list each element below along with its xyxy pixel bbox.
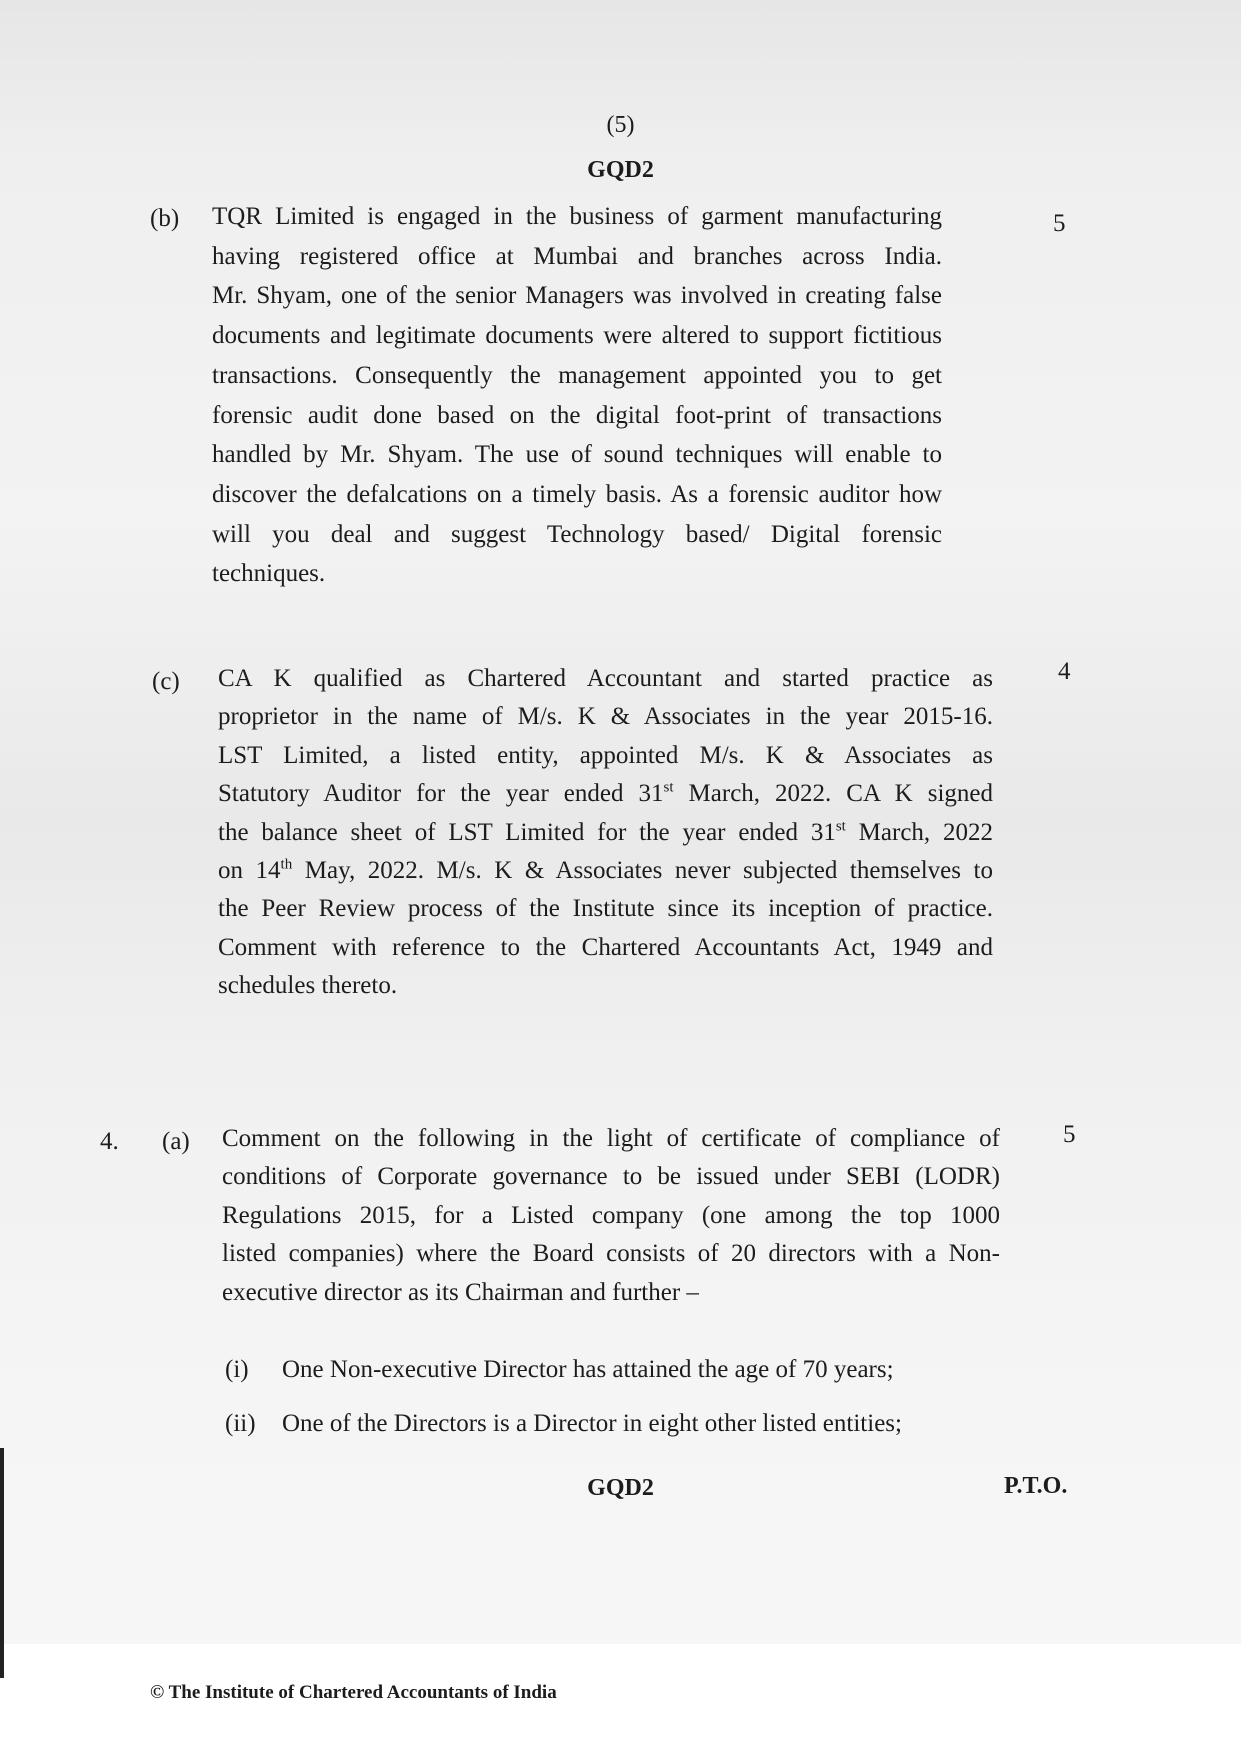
list-item-text: One Non-executive Director has attained the age of 70 years;: [282, 1356, 894, 1383]
list-item: [225, 1410, 902, 1438]
question-4a-marks: 5: [1063, 1121, 1076, 1148]
text-line: LST Limited, a listed entity, appointed M/s. K & Associates as: [218, 741, 993, 769]
text-line: on 14th May, 2022. M/s. K & Associates never subjected themselves to: [218, 856, 993, 885]
list-item-number: (ii): [225, 1410, 256, 1437]
paper-code-header: GQD2: [587, 157, 654, 183]
question-3c-label: (c): [152, 668, 180, 695]
copyright-notice: © The Institute of Chartered Accountants of India: [150, 1682, 557, 1703]
text-line: handled by Mr. Shyam. The use of sound techniques will enable to: [212, 441, 942, 469]
text-line: discover the defalcations on a timely basis. As a forensic auditor how: [212, 480, 942, 508]
text-line: schedules thereto.: [218, 972, 398, 1000]
list-item-text: One of the Directors is a Director in eight other listed entities;: [282, 1410, 902, 1437]
text-line: Comment with reference to the Chartered Accountants Act, 1949 and: [218, 933, 993, 961]
pto-label: P.T.O.: [1004, 1473, 1068, 1499]
list-item: [225, 1356, 894, 1384]
text-line: the Peer Review process of the Institute since its inception of practice.: [218, 895, 993, 923]
text-line: the balance sheet of LST Limited for the year ended 31st March, 2022: [218, 818, 993, 846]
question-3b-label: (b): [150, 205, 180, 232]
question-3c-text: [218, 660, 993, 1006]
text-line: Regulations 2015, for a Listed company (one among the top 1000: [222, 1201, 1000, 1229]
text-line: having registered office at Mumbai and branches across India.: [212, 242, 942, 270]
text-line: executive director as its Chairman and further –: [222, 1278, 699, 1306]
page-number: (5): [606, 112, 635, 138]
text-line: Comment on the following in the light of certificate of compliance of: [222, 1125, 1000, 1152]
question-3c-marks: 4: [1058, 658, 1071, 685]
text-line: Mr. Shyam, one of the senior Managers was involved in creating false: [212, 282, 942, 310]
text-line: will you deal and suggest Technology based/ Digital forensic: [212, 520, 942, 548]
text-line: techniques.: [212, 560, 326, 588]
question-4-number: 4.: [100, 1128, 119, 1155]
text-line: conditions of Corporate governance to be issued under SEBI (LODR): [222, 1163, 1000, 1191]
question-3b-text: [212, 197, 942, 594]
question-4a-text: [222, 1120, 1000, 1312]
question-4a-label: (a): [162, 1128, 190, 1155]
text-line: proprietor in the name of M/s. K & Associates in the year 2015-16.: [218, 703, 993, 731]
question-3b-marks: 5: [1053, 210, 1066, 237]
text-line: Statutory Auditor for the year ended 31st March, 2022. CA K signed: [218, 779, 993, 808]
text-line: forensic audit done based on the digital foot-print of transactions: [212, 401, 942, 429]
paper-code-footer: GQD2: [587, 1475, 654, 1501]
text-line: CA K qualified as Chartered Accountant and started practice as: [218, 665, 993, 692]
text-line: documents and legitimate documents were altered to support fictitious: [212, 322, 942, 350]
text-line: TQR Limited is engaged in the business of garment manufacturing: [212, 203, 942, 230]
text-line: listed companies) where the Board consists of 20 directors with a Non-: [222, 1240, 1000, 1268]
text-line: transactions. Consequently the management appointed you to get: [212, 361, 942, 389]
list-item-number: (i): [225, 1356, 249, 1383]
